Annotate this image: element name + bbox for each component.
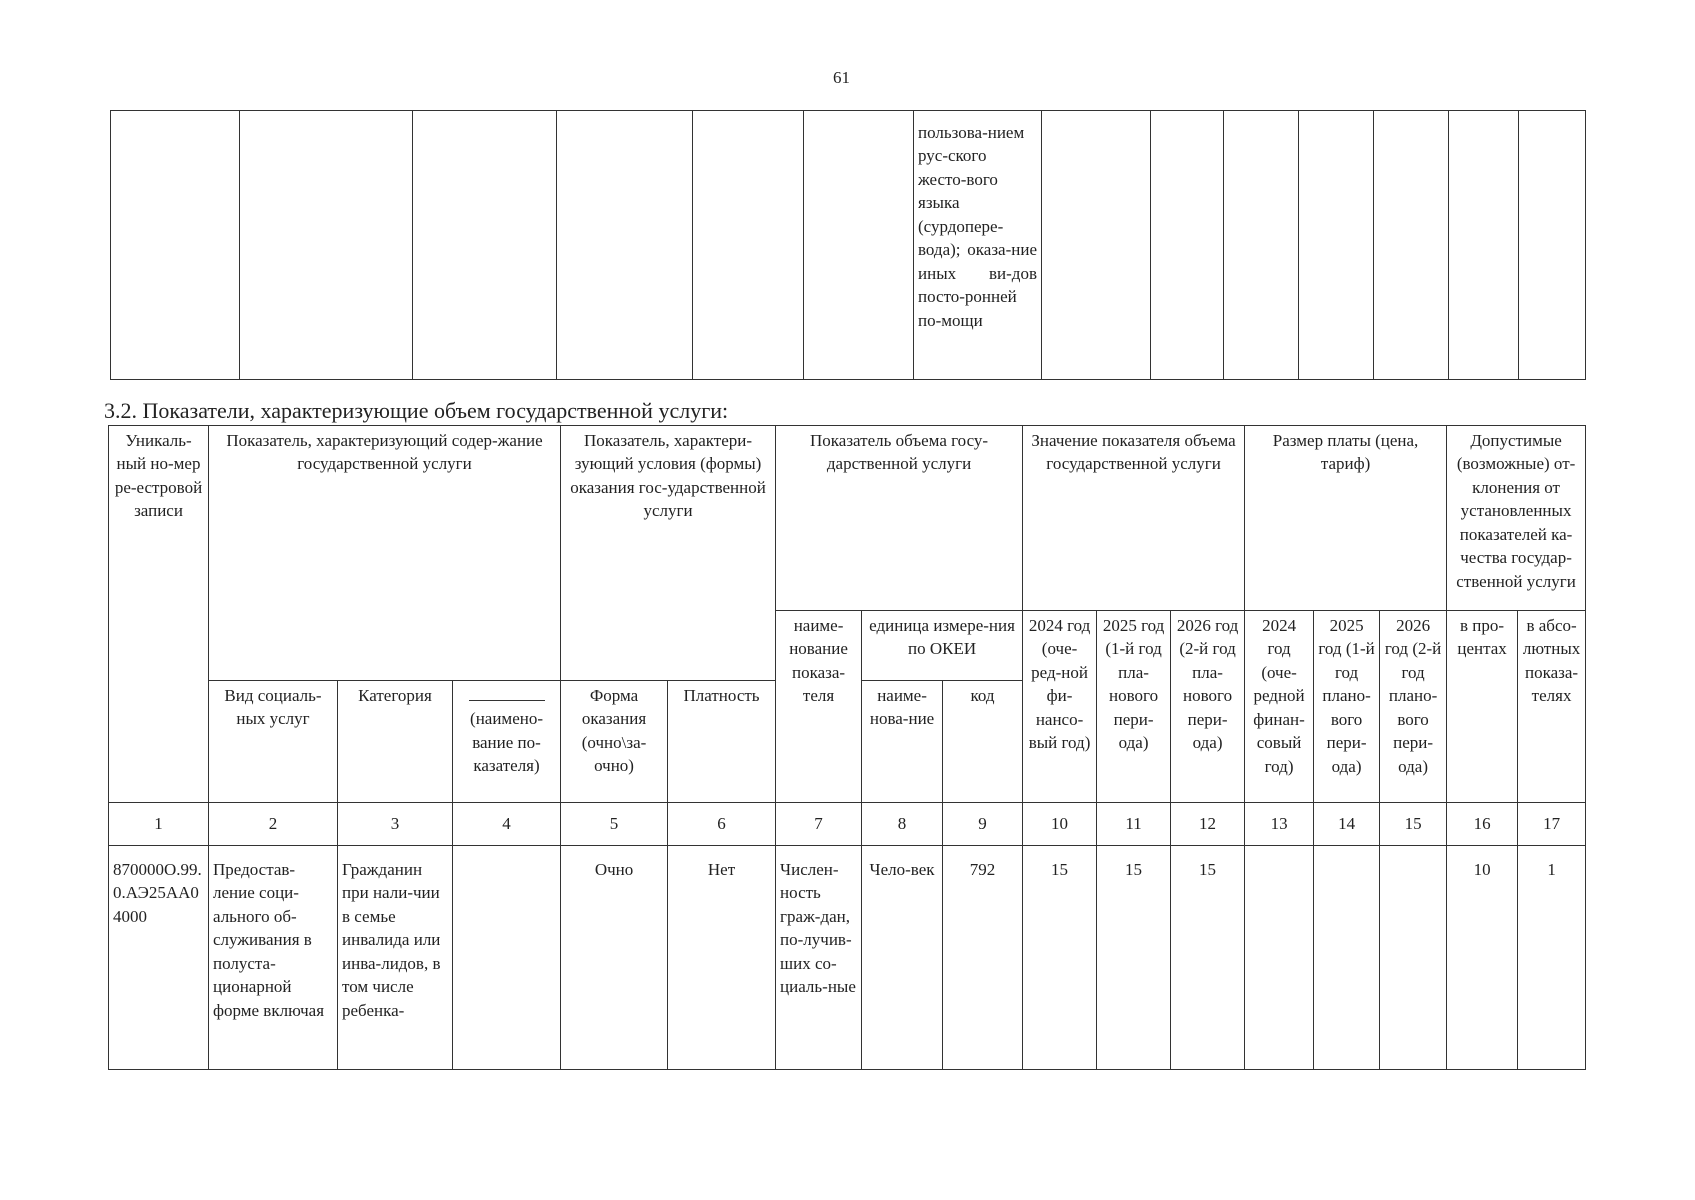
header-service-type: Вид социаль-ных услуг bbox=[209, 681, 338, 803]
cell-2025-value: 15 bbox=[1097, 846, 1171, 1070]
header-conditions-indicator: Показатель, характери-зующий условия (формы) оказания гос-ударственной услуги bbox=[561, 426, 776, 681]
column-number: 9 bbox=[943, 803, 1023, 846]
header-2024-fee: 2024 год (оче-редной финан-совый год) bbox=[1245, 611, 1314, 803]
page-number: 61 bbox=[833, 68, 850, 87]
cell-unique-number: 870000О.99.0.АЭ25АА04000 bbox=[109, 846, 209, 1070]
column-number: 16 bbox=[1447, 803, 1518, 846]
header-volume-name: наиме-нование показа-теля bbox=[776, 611, 862, 803]
header-form: Форма оказания (очно\за-очно) bbox=[561, 681, 668, 803]
cell-indicator-name bbox=[453, 846, 561, 1070]
cell-category: Гражданин при нали-чии в семье инвалида или инва-лидов, в том числе ребенка- bbox=[338, 846, 453, 1070]
header-2026-value: 2026 год (2-й год пла-нового пери-ода) bbox=[1171, 611, 1245, 803]
header-volume-indicator: Показатель объема госу-дарственной услуги bbox=[776, 426, 1023, 611]
cell-2026-fee bbox=[1380, 846, 1447, 1070]
table-cell bbox=[1374, 111, 1449, 380]
cell-okei-code: 792 bbox=[943, 846, 1023, 1070]
table-cell bbox=[1449, 111, 1519, 380]
column-number: 8 bbox=[862, 803, 943, 846]
column-number-row bbox=[109, 803, 1586, 846]
header-2024-value: 2024 год (оче-ред-ной фи-нансо-вый год) bbox=[1023, 611, 1097, 803]
section-title: 3.2. Показатели, характеризующие объем государственной услуги: bbox=[104, 398, 729, 423]
column-number: 2 bbox=[209, 803, 338, 846]
table-cell bbox=[1042, 111, 1151, 380]
column-number: 11 bbox=[1097, 803, 1171, 846]
cell-payment: Нет bbox=[668, 846, 776, 1070]
cell-absolute: 1 bbox=[1518, 846, 1586, 1070]
continued-text-cell: пользова-нием рус-ского жесто-вого языка (сурдопере-вода); оказа-ние иных ви-дов посто-ронней по-мощи bbox=[914, 111, 1042, 380]
column-number: 12 bbox=[1171, 803, 1245, 846]
cell-okei-name: Чело-век bbox=[862, 846, 943, 1070]
table-cell bbox=[413, 111, 557, 380]
column-number: 10 bbox=[1023, 803, 1097, 846]
header-row bbox=[109, 426, 1586, 611]
volume-indicators-table bbox=[108, 425, 1586, 1070]
header-2026-fee: 2026 год (2-й год плано-вого пери-ода) bbox=[1380, 611, 1447, 803]
table-cell bbox=[693, 111, 804, 380]
table-cell bbox=[111, 111, 240, 380]
table-cell bbox=[804, 111, 914, 380]
cell-percent: 10 bbox=[1447, 846, 1518, 1070]
header-deviations: Допустимые (возможные) от-клонения от установленных показателей ка-чества государ-ственной услуги bbox=[1447, 426, 1586, 611]
column-number: 15 bbox=[1380, 803, 1447, 846]
table-cell bbox=[1519, 111, 1586, 380]
column-number: 1 bbox=[109, 803, 209, 846]
header-unique-number: Уникаль-ный но-мер ре-естровой записи bbox=[109, 426, 209, 803]
column-number: 3 bbox=[338, 803, 453, 846]
header-2025-value: 2025 год (1-й год пла-нового пери-ода) bbox=[1097, 611, 1171, 803]
continuation-table bbox=[110, 110, 1586, 380]
cell-form: Очно bbox=[561, 846, 668, 1070]
header-okei-code: код bbox=[943, 681, 1023, 803]
cell-service-type: Предостав-ление соци-ального об-служивания в полуста-ционарной форме включая bbox=[209, 846, 338, 1070]
table-cell bbox=[1224, 111, 1299, 380]
header-content-indicator: Показатель, характеризующий содер-жание государственной услуги bbox=[209, 426, 561, 681]
table-row bbox=[109, 846, 1586, 1070]
header-absolute: в абсо-лютных показа-телях bbox=[1518, 611, 1586, 803]
cell-2026-value: 15 bbox=[1171, 846, 1245, 1070]
header-okei-name: наиме-нова-ние bbox=[862, 681, 943, 803]
column-number: 5 bbox=[561, 803, 668, 846]
cell-2024-value: 15 bbox=[1023, 846, 1097, 1070]
header-category: Категория bbox=[338, 681, 453, 803]
column-number: 14 bbox=[1314, 803, 1380, 846]
header-percent: в про-центах bbox=[1447, 611, 1518, 803]
header-okei-unit: единица измере-ния по ОКЕИ bbox=[862, 611, 1023, 681]
table-row bbox=[111, 111, 1586, 380]
table-cell bbox=[1299, 111, 1374, 380]
table-cell bbox=[240, 111, 413, 380]
column-number: 13 bbox=[1245, 803, 1314, 846]
header-payment: Платность bbox=[668, 681, 776, 803]
column-number: 17 bbox=[1518, 803, 1586, 846]
header-2025-fee: 2025 год (1-й год плано-вого пери-ода) bbox=[1314, 611, 1380, 803]
blank-line bbox=[469, 684, 545, 701]
cell-2024-fee bbox=[1245, 846, 1314, 1070]
header-volume-value: Значение показателя объема государственной услуги bbox=[1023, 426, 1245, 611]
cell-2025-fee bbox=[1314, 846, 1380, 1070]
column-number: 7 bbox=[776, 803, 862, 846]
cell-volume-name: Числен-ность граж-дан, по-лучив-ших со-циаль-ные bbox=[776, 846, 862, 1070]
column-number: 4 bbox=[453, 803, 561, 846]
column-number: 6 bbox=[668, 803, 776, 846]
table-cell bbox=[1151, 111, 1224, 380]
table-cell bbox=[557, 111, 693, 380]
header-fee: Размер платы (цена, тариф) bbox=[1245, 426, 1447, 611]
header-indicator-name: (наимено-вание по-казателя) bbox=[453, 681, 561, 803]
